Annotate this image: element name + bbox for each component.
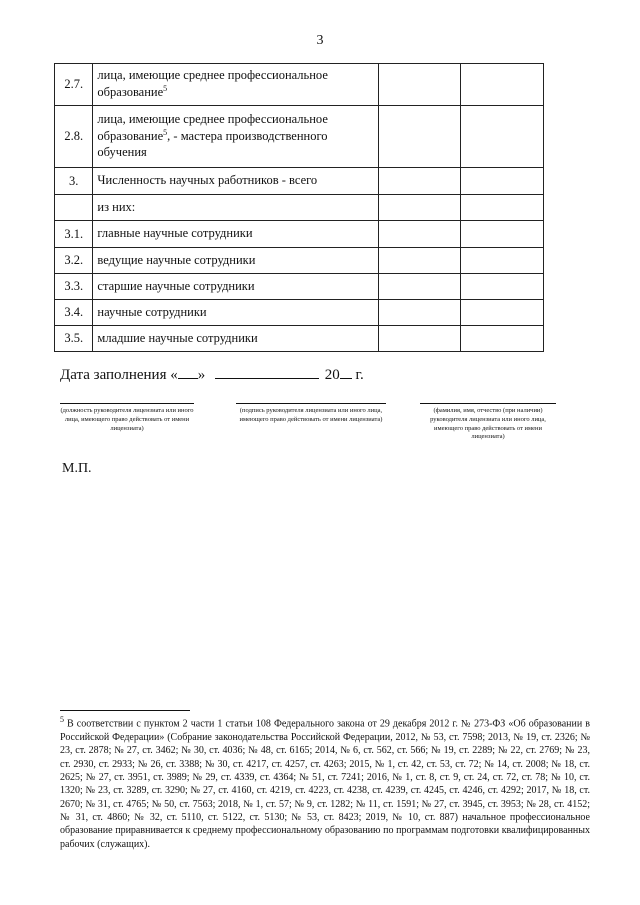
table-row	[55, 106, 544, 168]
value-cell-1[interactable]	[379, 274, 461, 300]
row-number: 3.5.	[55, 326, 93, 352]
value-cell-2[interactable]	[461, 195, 544, 221]
day-blank[interactable]	[178, 364, 198, 379]
fill-date-label: Дата заполнения «	[60, 367, 178, 383]
row-label-text: Численность научных работников - всего	[97, 173, 318, 188]
row-label	[93, 326, 379, 352]
value-cell-1[interactable]	[379, 248, 461, 274]
row-number: 3.3.	[55, 274, 93, 300]
row-label	[93, 168, 379, 195]
table-row	[55, 274, 544, 300]
table-row	[55, 221, 544, 248]
row-label-text: лица, имеющие среднее профессиональное образование	[97, 68, 328, 100]
row-number: 3.1.	[55, 221, 93, 248]
value-cell-1[interactable]	[379, 300, 461, 326]
fill-date-line	[60, 364, 364, 384]
value-cell-1[interactable]	[379, 168, 461, 195]
row-label-text: главные научные сотрудники	[97, 226, 253, 241]
row-label	[93, 300, 379, 326]
row-number: 2.8.	[55, 106, 93, 168]
row-label	[93, 106, 379, 168]
value-cell-1[interactable]	[379, 195, 461, 221]
position-caption: (должность руководителя лицензиата или иного лица, имеющего право действовать от имени лицензиата)	[60, 403, 194, 433]
footnote-divider	[60, 710, 190, 711]
row-label-text: старшие научные сотрудники	[97, 278, 255, 293]
value-cell-2[interactable]	[461, 248, 544, 274]
row-label-text: младшие научные сотрудники	[97, 330, 258, 345]
row-label	[93, 274, 379, 300]
staff-table	[54, 63, 544, 352]
value-cell-2[interactable]	[461, 64, 544, 106]
footnote-ref: 5	[163, 83, 168, 93]
row-label	[93, 248, 379, 274]
row-number: 2.7.	[55, 64, 93, 106]
value-cell-2[interactable]	[461, 326, 544, 352]
row-label-text: научные сотрудники	[97, 304, 207, 319]
row-number: 3.2.	[55, 248, 93, 274]
table-row	[55, 248, 544, 274]
row-number	[55, 195, 93, 221]
row-number: 3.	[55, 168, 93, 195]
footnote-marker: 5	[60, 715, 64, 724]
value-cell-2[interactable]	[461, 168, 544, 195]
row-label	[93, 64, 379, 106]
footnote	[60, 715, 590, 851]
row-number: 3.4.	[55, 300, 93, 326]
table-row	[55, 300, 544, 326]
value-cell-2[interactable]	[461, 274, 544, 300]
page-number: 3	[316, 33, 324, 48]
row-label-text: лица, имеющие среднее профессиональное образование	[97, 112, 328, 144]
row-label	[93, 195, 379, 221]
value-cell-2[interactable]	[461, 300, 544, 326]
table-row	[55, 168, 544, 195]
value-cell-1[interactable]	[379, 221, 461, 248]
value-cell-2[interactable]	[461, 221, 544, 248]
year-prefix: 20	[324, 367, 340, 383]
footnote-ref: 5	[163, 128, 168, 138]
footnote-text: В соответствии с пунктом 2 части 1 статьи 108 Федерального закона от 29 декабря 2012 г. № 273-ФЗ «Об образовании в Российской Федерации» (Собрание законодательства Российской Федерации, 2012, № 53, ст. 7598; 2013, № 19, ст. 2326; № 23, ст. 2878; № 27, ст. 3462; № 30, ст. 4036; № 48, ст. 6165; 2014, № 6, ст. 562, ст. 566; № 19, ст. 2289; № 22, ст. 2769; № 23, ст. 2930, ст. 2933; № 26, ст. 3388; № 30, ст. 4217, ст. 4257, ст. 4263; 2015, № 1, ст. 42, ст. 53, ст. 72; № 14, ст. 2008; № 18, ст. 2625; № 27, ст. 3951, ст. 3989; № 29, ст. 4339, ст. 4364; № 51, ст. 7241; 2016, № 1, ст. 8, ст. 9, ст. 24, ст. 72, ст. 78; № 10, ст. 1320; № 23, ст. 3289, ст. 3290; № 27, ст. 4160, ст. 4219, ст. 4223, ст. 4238, ст. 4239, ст. 4245, ст. 4246, ст. 4292; 2017, № 18, ст. 2670; № 31, ст. 4765; № 50, ст. 7563; 2018, № 1, ст. 57; № 9, ст. 1282; № 11, ст. 1591; № 27, ст. 3945, ст. 3953; № 28, ст. 4152; № 31, ст. 4860; № 32, ст. 5110, ст. 5122, ст. 5130; № 53, ст. 8423; 2019, № 10, ст. 887) начальное профессиональное образование приравнивается к среднему профессиональному образованию по программам подготовки квалифицированных рабочих (служащих).	[60, 718, 590, 850]
table-row	[55, 326, 544, 352]
signature-caption: (подпись руководителя лицензиата или иного лица, имеющего право действовать от имени лицензиата)	[236, 403, 386, 425]
value-cell-2[interactable]	[461, 106, 544, 168]
row-label-continuation: , - мастера производственного обучения	[97, 129, 328, 159]
year-suffix: г.	[351, 367, 364, 383]
value-cell-1[interactable]	[379, 64, 461, 106]
row-label-text: ведущие научные сотрудники	[97, 252, 256, 267]
year-blank[interactable]	[340, 364, 352, 379]
value-cell-1[interactable]	[379, 106, 461, 168]
stamp-label: М.П.	[62, 461, 92, 476]
table-row	[55, 64, 544, 106]
month-blank[interactable]	[215, 364, 319, 379]
name-caption: (фамилия, имя, отчество (при наличии) руководителя лицензиата или иного лица, имеющего право действовать от имени лицензиата)	[420, 403, 556, 442]
row-label-text: из них:	[97, 199, 136, 214]
day-close-quote: »	[197, 367, 206, 383]
value-cell-1[interactable]	[379, 326, 461, 352]
row-label	[93, 221, 379, 248]
table-row	[55, 195, 544, 221]
